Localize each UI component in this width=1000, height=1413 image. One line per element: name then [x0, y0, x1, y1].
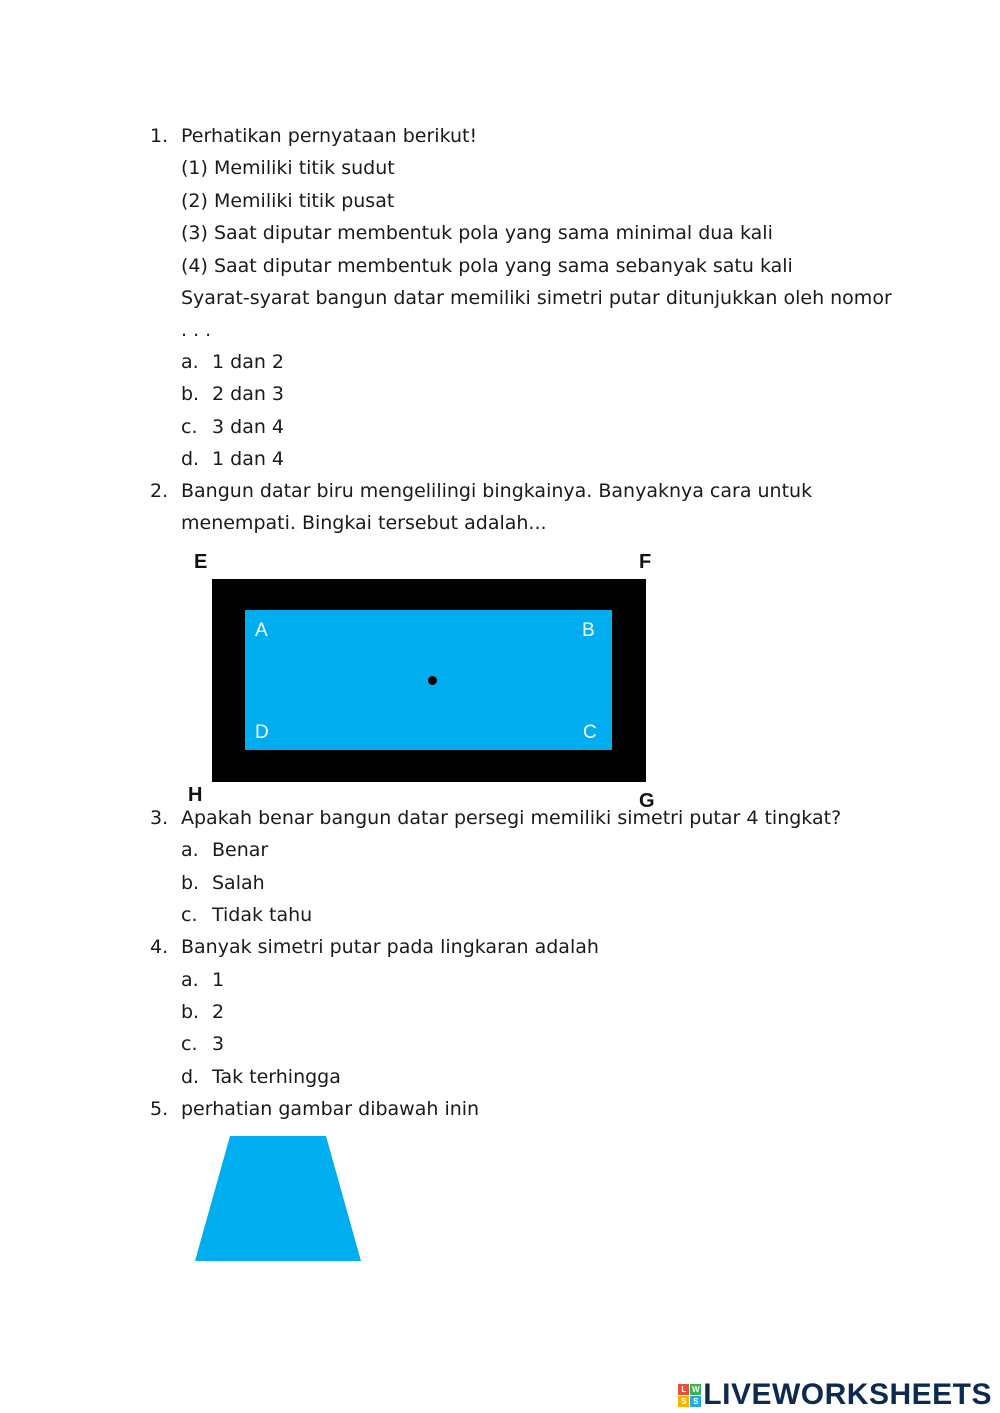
q4-option-c-letter: c. [181, 1033, 198, 1055]
trapezoid-shape [195, 1136, 361, 1261]
q3-option-a[interactable]: Benar [212, 839, 269, 861]
q1-option-d-letter: d. [181, 448, 200, 470]
q4-option-b[interactable]: 2 [212, 1001, 225, 1023]
q1-option-a-letter: a. [181, 351, 199, 373]
q5-prompt: perhatian gambar dibawah inin [181, 1098, 480, 1120]
q4-number: 4. [150, 936, 169, 958]
q1-statement-1: (1) Memiliki titik sudut [181, 157, 395, 179]
q3-prompt: Apakah benar bangun datar persegi memiliki simetri putar 4 tingkat? [181, 807, 842, 829]
label-h: H [188, 784, 203, 806]
q4-option-c[interactable]: 3 [212, 1033, 225, 1055]
label-c: C [583, 722, 597, 743]
q4-option-a-letter: a. [181, 969, 199, 991]
q3-option-a-letter: a. [181, 839, 199, 861]
q1-number: 1. [150, 125, 169, 147]
q1-prompt: Perhatikan pernyataan berikut! [181, 125, 478, 147]
label-e: E [194, 551, 208, 573]
center-point [428, 676, 437, 685]
q1-question-line1: Syarat-syarat bangun datar memiliki simetri putar ditunjukkan oleh nomor [181, 287, 892, 309]
q4-option-d[interactable]: Tak terhingga [212, 1066, 341, 1088]
q4-option-d-letter: d. [181, 1066, 200, 1088]
q1-option-d[interactable]: 1 dan 4 [212, 448, 285, 470]
q1-option-a[interactable]: 1 dan 2 [212, 351, 285, 373]
q2-line1: Bangun datar biru mengelilingi bingkainya. Banyaknya cara untuk [181, 480, 813, 502]
logo-text: LIVEWORKSHEETS [703, 1378, 992, 1411]
label-a: A [255, 620, 268, 641]
label-d: D [255, 722, 269, 743]
liveworksheets-logo [678, 1378, 992, 1412]
logo-mark-icon: L W S S [678, 1384, 701, 1407]
q5-number: 5. [150, 1098, 169, 1120]
q2-line2: menempati. Bingkai tersebut adalah... [181, 512, 547, 534]
q4-prompt: Banyak simetri putar pada lingkaran adalah [181, 936, 599, 958]
q4-option-a[interactable]: 1 [212, 969, 225, 991]
q3-option-c[interactable]: Tidak tahu [212, 904, 313, 926]
q1-statement-4: (4) Saat diputar membentuk pola yang sama sebanyak satu kali [181, 255, 793, 277]
blue-trapezoid [195, 1136, 361, 1261]
label-b: B [582, 620, 595, 641]
q4-option-b-letter: b. [181, 1001, 200, 1023]
q3-number: 3. [150, 807, 169, 829]
q3-option-b[interactable]: Salah [212, 872, 265, 894]
label-f: F [639, 551, 652, 573]
q3-option-b-letter: b. [181, 872, 200, 894]
q1-option-b-letter: b. [181, 383, 200, 405]
q1-statement-3: (3) Saat diputar membentuk pola yang sama minimal dua kali [181, 222, 773, 244]
q1-question-line2: . . . [181, 319, 212, 341]
q1-option-b[interactable]: 2 dan 3 [212, 383, 285, 405]
q1-statement-2: (2) Memiliki titik pusat [181, 190, 395, 212]
q1-option-c-letter: c. [181, 416, 198, 438]
q1-option-c[interactable]: 3 dan 4 [212, 416, 285, 438]
q2-number: 2. [150, 480, 169, 502]
label-g: G [639, 790, 655, 812]
q3-option-c-letter: c. [181, 904, 198, 926]
